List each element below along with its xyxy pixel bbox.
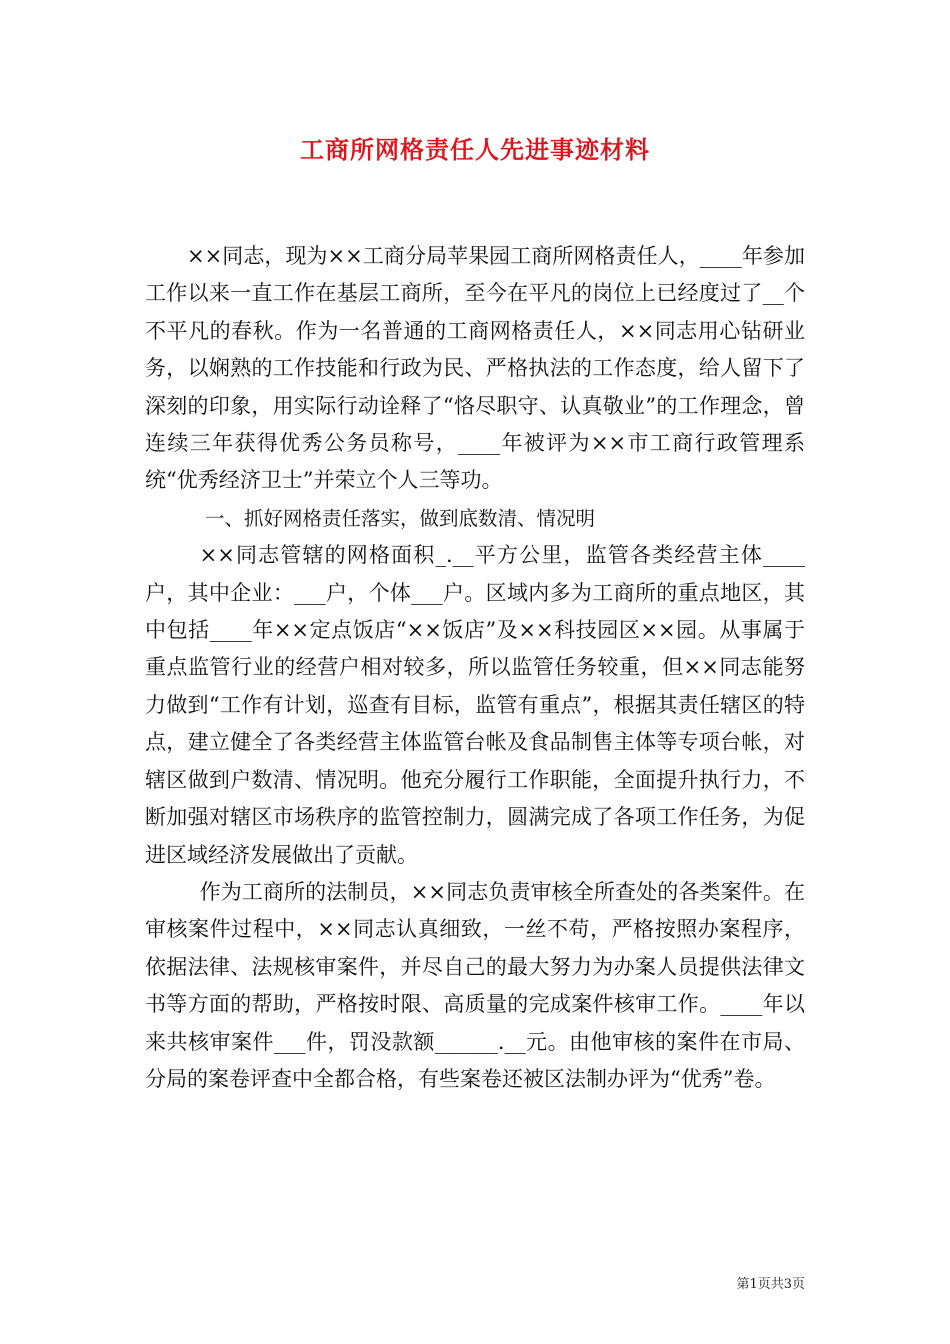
section-heading: 一、抓好网格责任落实，做到底数清、情况明 [205, 506, 596, 530]
document-title: 工商所网格责任人先进事迹材料 [300, 135, 650, 164]
intro-paragraph: ××同志，现为××工商分局苹果园工商所网格责任人，____年参加工作以来一直工作在基层工商所，至今在平凡的岗位上已经度过了__个不平凡的春秋。作为一名普通的工商网格责任人，××同志用心钻研业务，以娴熟的工作技能和行政为民、严格执法的工作态度，给人留下了深刻的印象，用实际行动诠释了“恪尽职守、认真敬业”的工作理念，曾连续三年获得优秀公务员称号，____年被评为××市工商行政管理系统“优秀经济卫士”并荣立个人三等功。 [145, 244, 805, 493]
page-number: 第1页共3页 [736, 1277, 805, 1292]
document-body [145, 238, 805, 1098]
section-paragraph: ××同志管辖的网格面积_.__平方公里，监管各类经营主体____户，其中企业：___户，个体___户。区域内多为工商所的重点地区，其中包括____年××定点饭店“××饭店”及××科技园区××园。从事属于重点监管行业的经营户相对较多，所以监管任务较重，但××同志能努力做到“工作有计划，巡查有目标，监管有重点”，根据其责任辖区的特点，建立健全了各类经营主体监管台帐及食品制售主体等专项台帐，对辖区做到户数清、情况明。他充分履行工作职能，全面提升执行力，不断加强对辖区市场秩序的监管控制力，圆满完成了各项工作任务，为促进区域经济发展做出了贡献。 [145, 543, 805, 867]
section-paragraph: 作为工商所的法制员，××同志负责审核全所查处的各类案件。在审核案件过程中，××同志认真细致，一丝不苟，严格按照办案程序，依据法律、法规核审案件，并尽自己的最大努力为办案人员提供法律文书等方面的帮助，严格按时限、高质量的完成案件核审工作。____年以来共核审案件___件，罚没款额______.__元。由他审核的案件在市局、分局的案卷评查中全都合格，有些案卷还被区法制办评为“优秀”卷。 [145, 879, 805, 1091]
